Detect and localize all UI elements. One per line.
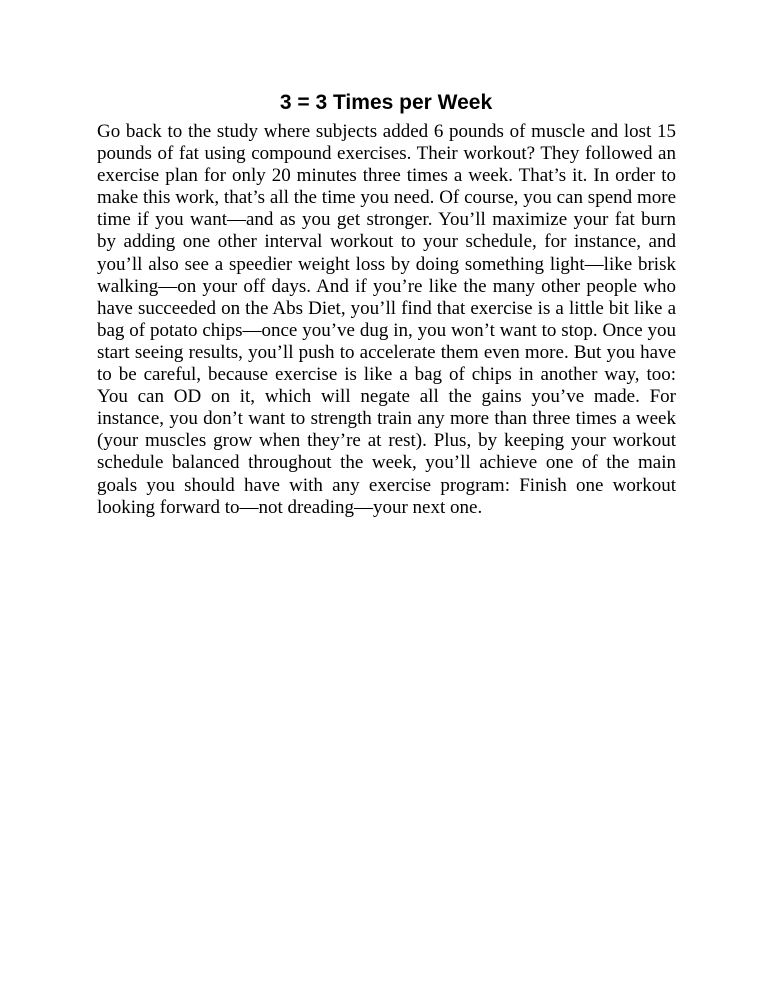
- section-heading: 3 = 3 Times per Week: [279, 91, 493, 114]
- body-paragraph: Go back to the study where subjects added 6 pounds of muscle and lost 15 pounds of fat using compound exercises. Their workout? They followed an exercise plan for only 20 minutes three times a week. That’s it. In order to make this work, that’s all the time you need. Of course, you can spend more time if you want—and as you get stronger. You’ll maximize your fat burn by adding one other interval workout to your schedule, for instance, and you’ll also see a speedier weight loss by doing something light—like brisk walking—on your off days. And if you’re like the many other people who have succeeded on the Abs Diet, you’ll find that exercise is a little bit like a bag of potato chips—once you’ve dug in, you won’t want to stop. Once you start seeing results, you’ll push to accelerate them even more. But you have to be careful, because exercise is like a bag of chips in another way, too: You can OD on it, which will negate all the gains you’ve made. For instance, you don’t want to strength train any more than three times a week (your muscles grow when they’re at rest). Plus, by keeping your workout schedule balanced throughout the week, you’ll achieve one of the main goals you should have with any exercise program: Finish one workout looking forward to—not dreading—your next one.: [97, 121, 676, 518]
